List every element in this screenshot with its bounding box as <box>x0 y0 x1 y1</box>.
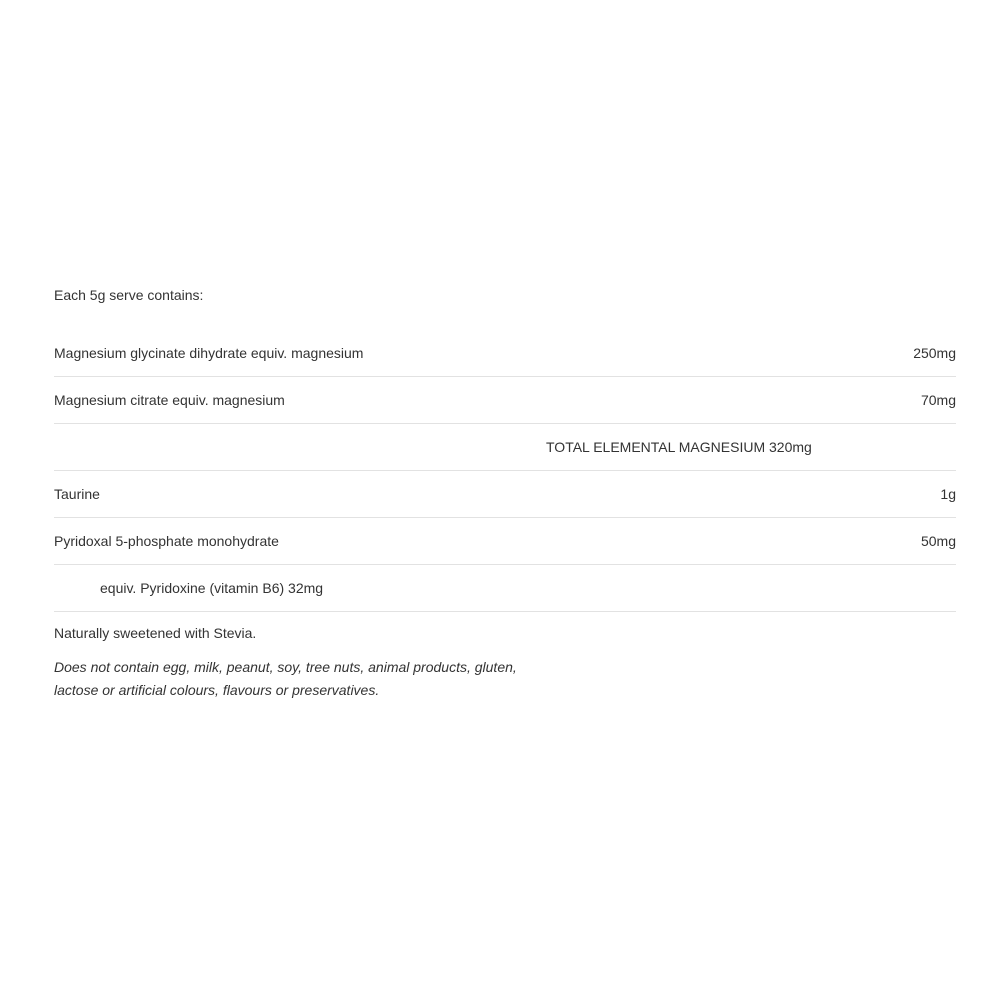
table-row <box>54 518 956 565</box>
ingredient-name: Magnesium glycinate dihydrate equiv. magnesium <box>54 330 756 377</box>
allergen-line: lactose or artificial colours, flavours or preservatives. <box>54 682 380 698</box>
table-row-total <box>54 424 956 471</box>
ingredient-amount: 1g <box>756 471 956 518</box>
ingredient-amount: 50mg <box>756 518 956 565</box>
ingredient-amount: 250mg <box>756 330 956 377</box>
ingredient-name: Pyridoxal 5-phosphate monohydrate <box>54 518 756 565</box>
table-row <box>54 471 956 518</box>
ingredient-amount: 70mg <box>756 377 956 424</box>
sweetener-note: Naturally sweetened with Stevia. <box>54 625 257 641</box>
table-row-subitem <box>54 565 956 612</box>
table-row <box>54 377 956 424</box>
ingredient-name: Magnesium citrate equiv. magnesium <box>54 377 756 424</box>
serving-intro: Each 5g serve contains: <box>54 287 204 303</box>
table-row <box>54 330 956 377</box>
ingredient-equivalent: equiv. Pyridoxine (vitamin B6) 32mg <box>54 565 956 612</box>
allergen-line: Does not contain egg, milk, peanut, soy, tree nuts, animal products, gluten, <box>54 659 517 675</box>
total-magnesium: TOTAL ELEMENTAL MAGNESIUM 320mg <box>54 424 956 471</box>
ingredient-name: Taurine <box>54 471 756 518</box>
allergen-statement <box>54 656 674 702</box>
ingredients-table <box>54 330 956 612</box>
